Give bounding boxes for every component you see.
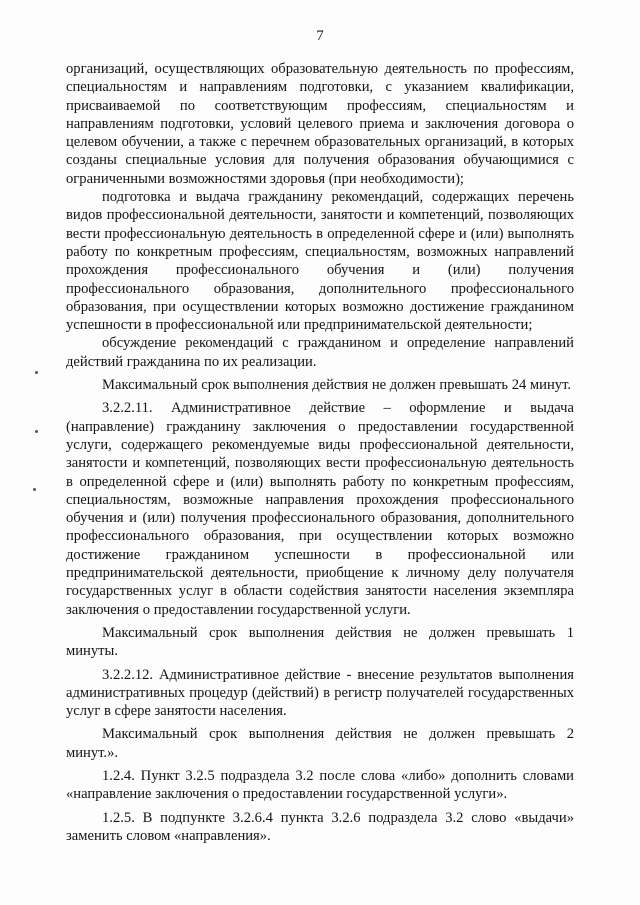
page-number: 7 xyxy=(316,28,324,44)
paragraph-3-2-2-11: 3.2.2.11. Административное действие – оформление и выдача (направление) гражданину заключения о предоставлении государственной услуги, содержащего рекомендуемые виды профессиональной деятельности, занятости и компетенций, позволяющих вести профессиональную деятельность в определенной сфере и (или) выполнять работу по конкретным профессиям, специальностям, возможные направления прохождения профессионального обучения и (или) получения профессионального образования, дополнительного профессионального образования, при осуществлении которых возможно достижение гражданином успешности в профессиональной или предпринимательской деятельности, приобщение к личному делу получателя государственных услуг в области содействия занятости населения экземпляра заключения о предоставлении государственной услуги. xyxy=(66,400,574,618)
paragraph-discussion: обсуждение рекомендаций с гражданином и определение направлений действий гражданина по их реализации. xyxy=(66,335,574,370)
paragraph-deadline-2: Максимальный срок выполнения действия не должен превышать 2 минут.». xyxy=(66,726,574,761)
paragraph-3-2-2-12: 3.2.2.12. Административное действие - внесение результатов выполнения административных процедур (действий) в регистр получателей государственных услуг в сфере занятости населения. xyxy=(66,666,574,720)
paragraph-deadline-24: Максимальный срок выполнения действия не должен превышать 24 минут. xyxy=(102,377,572,394)
scan-margin-mark xyxy=(35,430,38,433)
paragraph-deadline-1: Максимальный срок выполнения действия не должен превышать 1 минуты. xyxy=(66,624,574,660)
paragraph-1-2-4: 1.2.4. Пункт 3.2.5 подраздела 3.2 после слова «либо» дополнить словами «направление заключения о предоставлении государственной услуги». xyxy=(66,767,574,803)
paragraph-organizations: организаций, осуществляющих образовательную деятельность по профессиям, специальностям и направлениям подготовки, с указанием квалификации, присваиваемой по соответствующим профессиям, специальностям и направлениям подготовки, условий целевого приема и заключения договора о целевом обучении, а также с перечнем образовательных организаций, в которых созданы специальные условия для получения образования обучающимися с ограниченными возможностями здоровья (при необходимости); xyxy=(66,61,574,187)
paragraph-recommendations: подготовка и выдача гражданину рекомендаций, содержащих перечень видов профессиональной деятельности, занятости и компетенций, позволяющих вести профессиональную деятельность в определенной сфере и (или) выполнять работу по конкретным профессиям, специальностям, возможных направлений прохождения профессионального обучения и (или) получения профессионального образования, дополнительного профессионального образования, при осуществлении которых возможно достижение гражданином успешности в профессиональной или предпринимательской деятельности; xyxy=(66,189,574,334)
scan-margin-mark xyxy=(35,371,38,374)
scan-margin-mark xyxy=(33,488,36,491)
paragraph-1-2-5: 1.2.5. В подпункте 3.2.6.4 пункта 3.2.6 подраздела 3.2 слово «выдачи» заменить словом «направления». xyxy=(66,809,574,844)
document-body xyxy=(66,60,574,845)
